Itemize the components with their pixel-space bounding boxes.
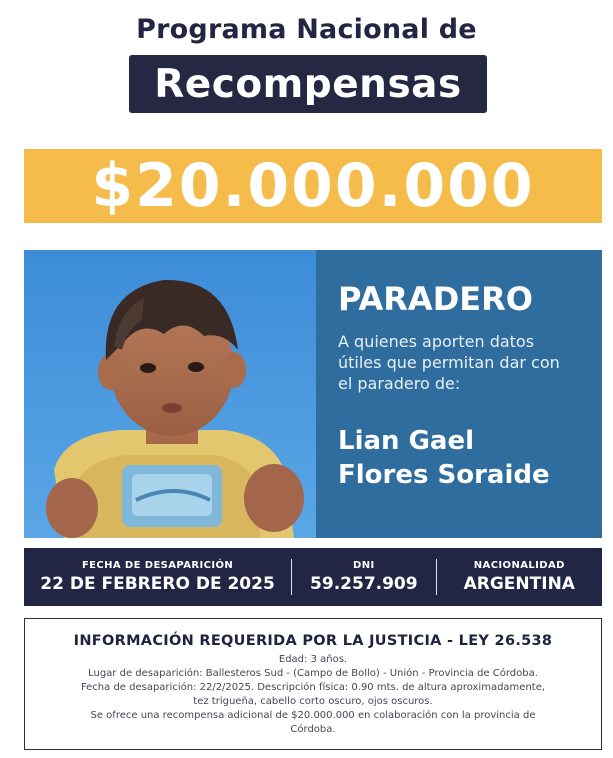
legal-line-description: Fecha de desaparición: 22/2/2025. Descripción física: 0.90 mts. de altura aproximadamente, bbox=[80, 682, 546, 693]
legal-info-title: INFORMACIÓN REQUERIDA POR LA JUSTICIA - LEY 26.538 bbox=[73, 633, 553, 649]
legal-line-place: Lugar de desaparición: Ballesteros Sud - (Campo de Bollo) - Unión - Provincia de Córdoba. bbox=[88, 668, 538, 679]
whereabouts-panel bbox=[316, 250, 602, 538]
child-photo-image bbox=[24, 250, 316, 538]
fact-date-value: 22 DE FEBRERO DE 2025 bbox=[40, 574, 275, 594]
legal-line-reward-cont: Córdoba. bbox=[290, 724, 336, 735]
fact-nationality bbox=[437, 548, 602, 606]
whereabouts-title: PARADERO bbox=[338, 280, 533, 318]
fact-dni bbox=[292, 548, 436, 606]
reward-amount: $20.000.000 bbox=[91, 151, 535, 221]
legal-line-age: Edad: 3 años. bbox=[278, 654, 348, 665]
legal-info-text bbox=[39, 653, 587, 737]
fact-nationality-label: NACIONALIDAD bbox=[473, 560, 565, 571]
header-title-line1: Programa Nacional de bbox=[136, 14, 477, 45]
legal-info-box bbox=[24, 618, 602, 750]
fact-dni-label: DNI bbox=[353, 560, 375, 571]
missing-person-name bbox=[338, 424, 580, 492]
child-photo bbox=[24, 250, 316, 538]
fact-divider bbox=[291, 559, 292, 595]
reward-banner bbox=[24, 149, 602, 223]
header-title-line2: Recompensas bbox=[154, 61, 462, 107]
facts-bar bbox=[24, 548, 602, 606]
legal-line-reward: Se ofrece una recompensa adicional de $20.000.000 en colaboración con la provincia de bbox=[90, 710, 536, 721]
fact-divider bbox=[436, 559, 437, 595]
fact-date-label: FECHA DE DESAPARICIÓN bbox=[81, 560, 234, 571]
fact-disappearance-date bbox=[24, 548, 291, 606]
missing-person-first-names: Lian Gael bbox=[338, 426, 475, 457]
header-title-box bbox=[129, 55, 487, 113]
fact-nationality-value: ARGENTINA bbox=[463, 574, 575, 594]
whereabouts-description: A quienes aporten datos útiles que permitan dar con el paradero de: bbox=[338, 332, 560, 394]
missing-person-surnames: Flores Soraide bbox=[338, 460, 550, 491]
fact-dni-value: 59.257.909 bbox=[310, 574, 418, 594]
legal-line-description-cont: tez trigueña, cabello corto oscuro, ojos oscuros. bbox=[193, 696, 433, 707]
